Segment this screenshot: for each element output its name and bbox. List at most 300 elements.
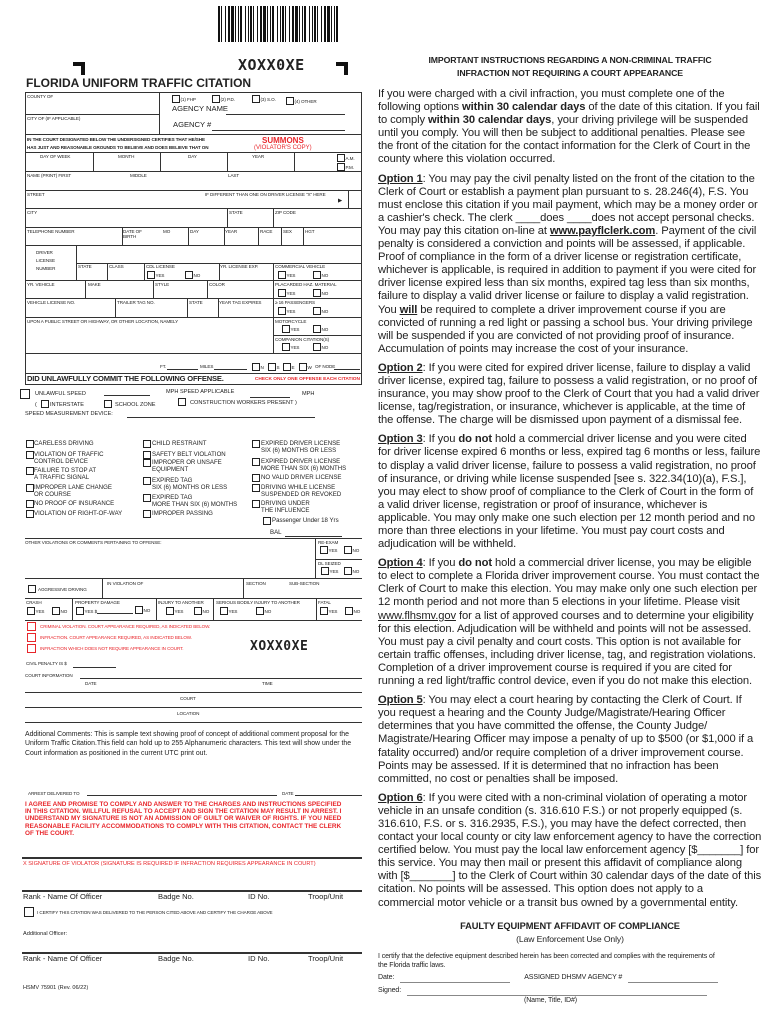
day-of-week-label: DAY OF WEEK (40, 154, 71, 159)
construction-checkbox[interactable] (178, 398, 186, 406)
direction-checkbox-1[interactable] (268, 363, 276, 371)
height-label: HGT (305, 229, 315, 234)
barcode-bar (267, 6, 268, 42)
bal-label: BAL (270, 529, 282, 536)
text-segment: : If you were cited with a non-criminal violation of operating a motor vehicle in an unsafe condition (s. 316.610 F.S.) or not properly equipped (s. 316.610, F.S. or s. 316.2935, F.S.), you may have the defect corrected, then contact your local county or city law enforcement agency to have the correction certified below. You must pay the local law enforcement agency [$_______] for this service. You may then mail or present this affidavit of compliance along with [$_______] to the Clerk of Court within 30 calendar days of the date of this citation. No points will be assessed. This option does not apply to a commercial motor vehicle or a transit bus owned by a governmental entity. (378, 791, 762, 909)
barcode-bar (312, 6, 313, 42)
crash-yes-checkbox-label: YES (35, 608, 45, 614)
rule (76, 245, 77, 280)
last-name-label: LAST (228, 173, 240, 178)
option-4 (378, 557, 762, 688)
offense-checkbox[interactable] (143, 440, 151, 448)
text-segment: do not (458, 557, 492, 570)
agency-type-checkbox-1[interactable] (172, 95, 180, 103)
style-label: STYLE (155, 282, 170, 287)
direction-checkbox-2-label: E (291, 364, 295, 370)
affidavit-agency-field[interactable] (628, 974, 718, 983)
aggressive-driving-checkbox[interactable] (28, 585, 36, 593)
rule (25, 227, 362, 228)
direction-checkbox-3[interactable] (299, 363, 307, 371)
commercial-yes-checkbox[interactable] (278, 271, 286, 279)
miles-field (214, 369, 247, 370)
fatal-yes-checkbox-label: YES (328, 608, 338, 614)
serious-yes-checkbox[interactable] (220, 607, 228, 615)
property-yes-checkbox-label: YES $ (84, 608, 98, 614)
rule (25, 298, 362, 299)
instructions-panel (378, 54, 762, 1006)
offense-label: FAILURE TO STOP AT A TRAFFIC SIGNAL (34, 467, 97, 481)
additional-officer-troop-label: Troop/Unit (308, 954, 344, 963)
text-segment: Option 1 (378, 172, 423, 185)
rule (85, 280, 86, 298)
commercial-no-checkbox-label: NO (321, 272, 329, 278)
motorcycle-no-checkbox[interactable] (313, 325, 321, 333)
rule (25, 578, 362, 579)
additional-officer-id-label: ID No. (248, 954, 270, 963)
placarded-no-checkbox-label: NO (321, 290, 329, 296)
crash-no-checkbox[interactable] (52, 607, 60, 615)
barcode-bar (221, 6, 222, 42)
text-segment: If you were charged with a civil infraction, you must complete one of the following options (378, 88, 725, 114)
placarded-label: PLACARDED HAZ. MATERIAL (275, 282, 337, 287)
court-info-label: COURT INFORMATION (25, 673, 73, 678)
direction-checkbox-2[interactable] (283, 363, 291, 371)
offense-label: VIOLATION OF TRAFFIC CONTROL DEVICE (34, 451, 104, 465)
text-segment: will (399, 303, 418, 316)
offense-label: SAFETY BELT VIOLATION (152, 451, 226, 458)
offense-checkbox[interactable] (26, 440, 34, 448)
other-violations-label: OTHER VIOLATIONS OR COMMENTS PERTAINING TO OFFENSE: (25, 540, 162, 545)
intro-paragraph (378, 88, 762, 167)
affidavit-date-field[interactable] (400, 974, 510, 983)
offense-checkbox[interactable] (143, 451, 151, 459)
option-5 (378, 694, 762, 786)
am-checkbox[interactable] (337, 154, 345, 162)
additional-officer-label: Additional Officer: (23, 931, 68, 937)
text-segment: : You may elect a court hearing by contacting the Clerk of Court. If you request a hearing and the County Judge/Magistrate/Hearing Officer determines that you have committed the offense, the County Judge/ Magistrate/Hearing Officer may impose a penalty of up to $500 (or $1,000 if a fatality occurred) and/or require completion of a driver improvement course. Points may be assessed. If it is determined that no infraction has been committed, no cost or penalties shall be imposed. (378, 694, 754, 785)
text-segment: hold a commercial driver license and you were cited for driver license expired 6 months or less, expired tag 6 months or less, failure to display a valid driver license, failure to possess a valid registration, no proof of insurance, or driving while license suspended [see s. 322.34(10)(a), F.S.], you may elect to show proof of compliance to the Clerk of Court in the form of a valid driver license, registration or proof of insurance, whichever is applicable. You may only make one such election per 12 month period and no more than three elections in your lifetime. You must pay court costs and adjudication will be withheld. (378, 433, 761, 551)
rule (294, 152, 295, 171)
dob-month-label: MO (163, 229, 171, 234)
affidavit-signature-field[interactable] (407, 987, 707, 996)
cdl-no-checkbox[interactable] (185, 271, 193, 279)
passengers-yes-checkbox[interactable] (278, 307, 286, 315)
paren: ( (35, 402, 37, 408)
barcode-bar (218, 6, 220, 42)
rule (115, 298, 116, 317)
offense-label: IMPROPER PASSING (152, 510, 213, 517)
court-date-label: DATE (85, 681, 97, 686)
passengers-no-checkbox[interactable] (313, 307, 321, 315)
passenger-under-18-checkbox[interactable] (263, 517, 271, 525)
rule (25, 317, 362, 318)
text-segment: of the date of this citation. If you fail to comply (378, 101, 760, 127)
certify-checkbox[interactable] (24, 907, 34, 917)
fatal-yes-checkbox[interactable] (320, 607, 328, 615)
pm-checkbox[interactable] (337, 163, 345, 171)
rule (25, 171, 362, 172)
rule (258, 227, 259, 245)
property-yes-checkbox[interactable] (76, 607, 84, 615)
offense-checkbox[interactable] (143, 510, 151, 518)
rule (316, 598, 317, 620)
court-location-label: LOCATION (177, 711, 200, 716)
barcode-bar (240, 6, 242, 42)
property-label: PROPERTY DAMAGE (75, 600, 120, 605)
text-segment: Option 3 (378, 433, 423, 446)
injury-yes-checkbox[interactable] (166, 607, 174, 615)
state-label: STATE (229, 210, 243, 215)
rule (153, 280, 154, 298)
mph-field (250, 397, 290, 398)
registration-mark-right (336, 62, 348, 75)
telephone-label: TELEPHONE NUMBER (27, 229, 75, 234)
re-exam-no-checkbox[interactable] (344, 546, 352, 554)
form-title: FLORIDA UNIFORM TRAFFIC CITATION (26, 76, 252, 90)
option-2 (378, 362, 762, 427)
registration-mark-left (73, 62, 85, 75)
companion-label: COMPANION CITATION(S) (275, 337, 330, 342)
agency-name-label: AGENCY NAME (172, 104, 228, 113)
affidavit-certify: I certify that the defective equipment described herein has been corrected and complies with the requirements of the Florida traffic laws. (378, 952, 715, 969)
barcode-bar (295, 6, 298, 42)
offense-label: EXPIRED DRIVER LICENSE MORE THAN SIX (6) MONTHS (261, 458, 347, 472)
motorcycle-yes-checkbox[interactable] (282, 325, 290, 333)
construction-label: CONSTRUCTION WORKERS PRESENT ) (190, 400, 297, 406)
dl-seized-yes-checkbox[interactable] (321, 567, 329, 575)
school-zone-checkbox[interactable] (104, 400, 112, 408)
barcode-bar (285, 6, 286, 42)
dob-day-label: DAY (190, 229, 199, 234)
rule (273, 263, 274, 280)
vehicle-license-label: VEHICLE LICENSE NO. (27, 300, 76, 305)
rule (348, 190, 349, 208)
instructions-heading: IMPORTANT INSTRUCTIONS REGARDING A NON-CRIMINAL TRAFFIC INFRACTION NOT REQUIRING A COURT APPEARANCE (428, 55, 712, 78)
rule (25, 114, 159, 115)
offense-checkbox[interactable] (252, 440, 260, 448)
serious-yes-checkbox-label: YES (228, 608, 238, 614)
rule (93, 152, 94, 171)
disposition-checkbox[interactable] (27, 644, 36, 653)
agency-type-checkbox-2[interactable] (212, 95, 220, 103)
affidavit-signed-label: Signed: (378, 987, 402, 995)
rule (273, 208, 274, 227)
mph-applicable-label: MPH SPEED APPLICABLE (166, 389, 235, 395)
affidavit-name-title: (Name, Title, ID#) (523, 997, 578, 1005)
disposition-checkbox[interactable] (27, 622, 36, 631)
motorcycle-label: MOTORCYCLE (275, 319, 307, 324)
violator-copy-label: (VIOLATOR'S COPY) (254, 145, 312, 151)
rule (25, 722, 362, 723)
serious-no-checkbox-label: NO (264, 608, 272, 614)
barcode-bar (272, 6, 274, 42)
rule (25, 208, 362, 209)
barcode-bar (324, 6, 326, 42)
year-vehicle-label: YR. VEHICLE (27, 282, 55, 287)
officer-troop-label: Troop/Unit (308, 892, 344, 901)
text-segment: , your driving privilege will be suspended until you comply. You will then be subject to additional penalties. Please see the front of the citation for the contact information for the Clerk of Court in the county where this violation occurred. (378, 114, 751, 166)
rule (227, 152, 228, 171)
feet-field (167, 369, 198, 370)
certify-label: I CERTIFY THIS CITATION WAS DELIVERED TO THE PERSON CITED ABOVE AND CERTIFY THE CHARGE ABOVE (37, 910, 273, 915)
agency-name-field (226, 114, 345, 115)
text-segment: : If you (422, 557, 459, 570)
barcode-bar (304, 6, 306, 42)
race-label: RACE (260, 229, 273, 234)
court-field (25, 692, 362, 693)
dl-state-label: STATE (78, 264, 92, 269)
barcode-bar (238, 6, 239, 42)
barcode-bar (334, 6, 335, 42)
agency-type-checkbox-3-label: (3) S.O. (260, 96, 276, 102)
barcode (218, 6, 340, 42)
unlawful-speed-checkbox[interactable] (20, 389, 30, 399)
text-segment: Option 2 (378, 361, 423, 374)
speed-device-field (127, 417, 315, 418)
barcode-bar (331, 6, 332, 42)
offense-label: CARELESS DRIVING (34, 440, 94, 447)
serious-injury-label: SERIOUS BODILY INJURY TO ANOTHER (216, 600, 300, 605)
passengers-label: ≥ 16 PASSENGERS (275, 300, 315, 305)
barcode-bar (309, 6, 310, 42)
rule (187, 298, 188, 317)
offense-label: EXPIRED DRIVER LICENSE SIX (6) MONTHS OR LESS (261, 440, 341, 454)
agency-type-checkbox-2-label: (2) P.D. (220, 96, 235, 102)
rule (25, 190, 362, 191)
offense-label: CHILD RESTRAINT (152, 440, 207, 447)
dl-seized-yes-checkbox-label: YES (329, 568, 339, 574)
rule (243, 578, 244, 598)
offense-checkbox[interactable] (26, 484, 34, 492)
barcode-bar (245, 6, 246, 42)
control-number: XOXX0XE (238, 56, 305, 74)
aggressive-label: AGGRESSIVE DRIVING (38, 587, 87, 592)
in-violation-label: IN VIOLATION OF (107, 581, 144, 586)
court-date-time-field (80, 678, 362, 679)
disposition-label: CRIMINAL VIOLATION. COURT APPEARANCE REQUIRED, AS INDICATED BELOW. (40, 624, 211, 629)
dl-class-label: CLASS (109, 264, 124, 269)
injury-yes-checkbox-label: YES (174, 608, 184, 614)
re-exam-yes-checkbox-label: YES (328, 547, 338, 553)
text-segment: : If you were cited for expired driver license, failure to display a valid driver license, expired tag, failure to possess a valid registration, or no proof of insurance, you may show proof to the Clerk of Court that you had a valid driver license, tag/registration, or insurance, whichever is applicable, at the time of the offense. The charge will be dismissed upon payment of a dismissal fee. (378, 361, 760, 427)
rule (156, 598, 157, 620)
offense-checkbox[interactable] (143, 459, 151, 467)
agency-number-field (212, 130, 345, 131)
bal-field (285, 536, 342, 537)
tag-expires-label: YEAR TAG EXPIRES (219, 300, 262, 305)
crash-no-checkbox-label: NO (60, 608, 68, 614)
placarded-yes-checkbox-label: YES (286, 290, 296, 296)
offense-checkbox[interactable] (252, 458, 260, 466)
offense-checkbox[interactable] (143, 477, 151, 485)
of-node-label: OF NODE (315, 364, 336, 369)
injury-no-checkbox-label: NO (202, 608, 210, 614)
offense-checkbox[interactable] (26, 510, 34, 518)
am-checkbox-label: A.M. (345, 155, 355, 161)
make-label: MAKE (88, 282, 101, 287)
website-link[interactable]: www.flhsmv.gov (378, 609, 456, 622)
cdl-yes-checkbox[interactable] (147, 271, 155, 279)
commercial-no-checkbox[interactable] (313, 271, 321, 279)
day-label: DAY (188, 154, 197, 159)
website-link[interactable]: www.payflclerk.com (549, 224, 656, 237)
rule (72, 598, 73, 620)
barcode-bar (299, 6, 300, 42)
disposition-checkbox[interactable] (27, 633, 36, 642)
rule (273, 317, 274, 353)
offense-checkbox[interactable] (252, 474, 260, 482)
agency-type-checkbox-4[interactable] (286, 97, 294, 105)
subsection-label: SUB-SECTION (289, 581, 320, 586)
color-label: COLOR (209, 282, 225, 287)
rule (160, 152, 161, 171)
option-6 (378, 792, 762, 910)
cdl-label: CDL LICENSE (146, 264, 175, 269)
street-note: IF DIFFERENT THAN ONE ON DRIVER LICENSE "X" HERE (205, 192, 326, 197)
crash-yes-checkbox[interactable] (27, 607, 35, 615)
officer-rank-label: Rank - Name Of Officer (23, 892, 103, 901)
offense-label: IMPROPER LANE CHANGE OR COURSE (34, 484, 112, 498)
court-time-label: TIME (262, 681, 273, 686)
rule (315, 559, 362, 560)
offense-checkbox[interactable] (143, 494, 151, 502)
offense-label: EXPIRED TAG MORE THAN SIX (6) MONTHS (152, 494, 238, 508)
license-exp-label: YR. LICENSE EXP. (220, 264, 259, 269)
rule (315, 538, 316, 578)
offense-checkbox[interactable] (252, 500, 260, 508)
fatal-no-checkbox-label: NO (353, 608, 361, 614)
serious-no-checkbox[interactable] (256, 607, 264, 615)
city-label: CITY (27, 210, 38, 215)
section-label: SECTION (246, 581, 266, 586)
barcode-bar (292, 6, 294, 42)
text-segment: for a list of approved courses and to determine your eligibility for this election. Adjudication will be withheld and points will not be assessed. You must pay a civil penalty and court costs. This option is not available for certain traffic offenses, including driver license, tag, and registration violations. Completion of a driver improvement course is required if you are cited for running a red light/traffic control device, even if you do not make this election. (378, 609, 756, 688)
rule (25, 620, 362, 621)
cdl-no-checkbox-label: NO (193, 272, 201, 278)
option-3 (378, 433, 762, 551)
cdl-yes-checkbox-label: YES (155, 272, 165, 278)
year-label: YEAR (252, 154, 265, 159)
additional-officer-rank-label: Rank - Name Of Officer (23, 954, 103, 963)
passengers-no-checkbox-label: NO (321, 308, 329, 314)
offense-checkbox[interactable] (26, 451, 34, 459)
civil-penalty-field (73, 667, 116, 668)
injury-no-checkbox[interactable] (194, 607, 202, 615)
street-label: STREET (27, 192, 45, 197)
barcode-bar (235, 6, 236, 42)
rule (25, 280, 362, 281)
barcode-bar (228, 6, 230, 42)
offense-checkbox[interactable] (26, 467, 34, 475)
middle-name-label: MIDDLE (130, 173, 147, 178)
companion-no-checkbox[interactable] (313, 343, 321, 351)
barcode-bar (250, 6, 252, 42)
court-text: IN THE COURT DESIGNATED BELOW THE UNDERSIGNED CERTIFIES THAT HE/SHE (27, 137, 205, 142)
check-only-note: CHECK ONLY ONE OFFENSE EACH CITATION (254, 377, 360, 382)
unlawful-speed-label: UNLAWFUL SPEED (35, 391, 86, 397)
dl-seized-no-checkbox-label: NO (352, 568, 360, 574)
passenger-label: Passenger Under 18 Yrs (272, 517, 339, 524)
offense-label: NO VALID DRIVER LICENSE (261, 474, 342, 481)
offense-checkbox[interactable] (26, 500, 34, 508)
offense-checkbox[interactable] (252, 484, 260, 492)
crash-label: CRASH (26, 600, 42, 605)
rule (25, 598, 362, 599)
companion-yes-checkbox[interactable] (282, 343, 290, 351)
interstate-checkbox[interactable] (41, 400, 49, 408)
affidavit-title: FAULTY EQUIPMENT AFFIDAVIT OF COMPLIANCE (460, 920, 680, 931)
arrest-delivered-label: ARREST DELIVERED TO (28, 791, 80, 796)
dob-year-label: YEAR (225, 229, 238, 234)
dl-seized-label: DL SEIZED (318, 561, 341, 566)
placarded-no-checkbox[interactable] (313, 289, 321, 297)
rule (25, 538, 362, 539)
barcode-bar (260, 6, 262, 42)
speed-device-label: SPEED MEASUREMENT DEVICE: (25, 411, 113, 417)
affidavit-date-row (378, 973, 762, 983)
text-segment: Option 6 (378, 791, 423, 804)
tag-state-label: STATE (189, 300, 203, 305)
offense-label: IMPROPER OR UNSAFE EQUIPMENT (152, 459, 222, 473)
location-label: UPON A PUBLIC STREET OR HIGHWAY, OR OTHER LOCATION, NAMELY (27, 319, 179, 324)
property-amount-field (97, 613, 133, 614)
dob-label: DATE OF BIRTH (123, 229, 142, 240)
companion-yes-checkbox-label: YES (290, 344, 300, 350)
rule (144, 263, 145, 280)
affidavit-signed-row (378, 986, 762, 996)
companion-no-checkbox-label: NO (321, 344, 329, 350)
pm-checkbox-label: P.M. (345, 164, 354, 170)
officer-badge-label: Badge No. (158, 892, 194, 901)
direction-checkbox-0[interactable] (252, 363, 260, 371)
re-exam-yes-checkbox[interactable] (320, 546, 328, 554)
agreement-text: I AGREE AND PROMISE TO COMPLY AND ANSWER TO THE CHARGES AND INSTRUCTIONS SPECIFIED IN THIS CITATION. WILLFUL REFUSAL TO ACCEPT AND SIGN THE CITATION MAY RESULT IN ARREST. I UNDERSTAND MY SIGNATURE IS NOT AN ADMISSION OF GUILT OR WAIVER OF RIGHTS. IF YOU NEED REASONABLE FACILITY ACCOMMODATIONS TO COMPLY WITH THIS CITATION, CONTACT THE CLERK OF THE COURT. (25, 801, 342, 837)
rule (281, 227, 282, 245)
summons-label: SUMMONS (262, 136, 304, 145)
rule (213, 598, 214, 620)
agency-type-checkbox-3[interactable] (252, 95, 260, 103)
control-number-stamp: XOXX0XE (250, 639, 309, 654)
placarded-yes-checkbox[interactable] (278, 289, 286, 297)
motorcycle-no-checkbox-label: NO (321, 326, 329, 332)
rule (102, 578, 103, 598)
barcode-bar (253, 6, 254, 42)
signature-label: X SIGNATURE OF VIOLATOR (SIGNATURE IS REQUIRED IF INFRACTION REQUIRES APPEARANCE IN COURT) (23, 861, 316, 867)
text-segment: . Payment of the civil penalty is considered a conviction and points will be assessed, if applicable. Proof of compliance in the form of a driver license or registration certificate, whichever is applicable, is required in addition to payment if you were cited for driver license expired less than six months, expired tag less than six months, failure to display a valid driver license or failure to display a valid registration. You (378, 224, 757, 316)
text-segment: hold a commercial driver license, you may be eligible to elect to complete a Florida driver improvement course. You must contact the Clerk of Court to make this election. You may make only one such election per 12 month period and not more than 5 elections in your lifetime. Please visit (378, 557, 760, 609)
school-zone-label: SCHOOL ZONE (115, 402, 156, 408)
rule (207, 280, 208, 298)
county-of-label: COUNTY OF (27, 94, 54, 99)
additional-officer-badge-label: Badge No. (158, 954, 194, 963)
city-of-label: CITY OF (IF APPLICABLE) (27, 116, 81, 121)
agency-type-checkbox-1-label: (1) FHP (180, 96, 196, 102)
text-segment: : If you (422, 433, 459, 446)
property-no-checkbox[interactable] (135, 606, 143, 614)
offense-label: DRIVING UNDER THE INFLUENCE (261, 500, 310, 514)
offense-label: EXPIRED TAG SIX (6) MONTHS OR LESS (152, 477, 228, 491)
dl-seized-no-checkbox[interactable] (344, 567, 352, 575)
offense-label: DRIVING WHILE LICENSE SUSPENDED OR REVOKED (261, 484, 342, 498)
rule (25, 353, 362, 354)
fatal-no-checkbox[interactable] (345, 607, 353, 615)
node-field (334, 369, 360, 370)
court-label: COURT (180, 696, 196, 701)
additional-comments: Additional Comments: This is sample text showing proof of concept of additional comment proposal for the Uniform Traffic Citation.This field can hold up to 255 Alphanumeric characters. This text will show under the Court information as positioned in the current UTC print out. (25, 731, 352, 757)
rule (159, 92, 160, 134)
barcode-bar (263, 6, 266, 42)
mph-label: MPH (302, 391, 315, 397)
